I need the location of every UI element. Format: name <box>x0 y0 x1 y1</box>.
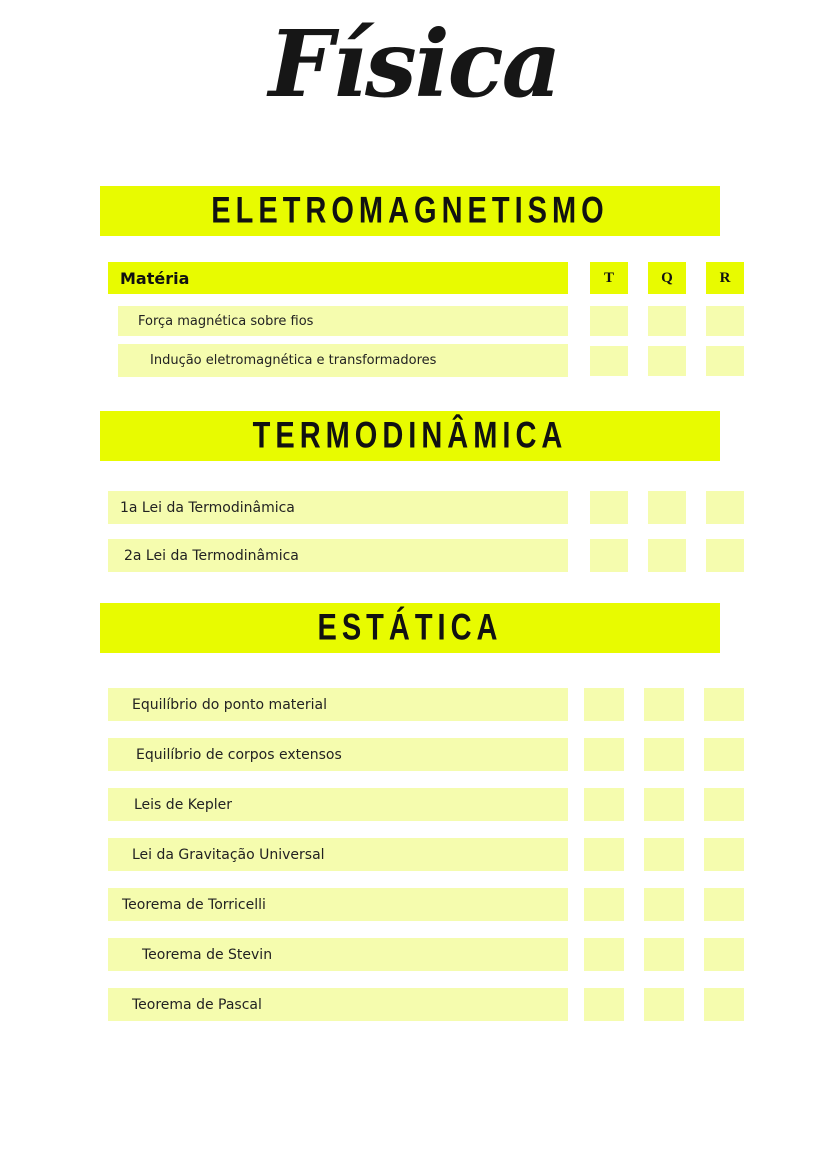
checkbox-q-cell[interactable] <box>644 988 684 1021</box>
topic-row <box>100 788 744 821</box>
section-eletromagnetismo <box>100 186 744 377</box>
topic-row <box>100 938 744 971</box>
checkbox-t-cell[interactable] <box>584 938 624 971</box>
topic-label: Lei da Gravitação Universal <box>108 838 568 871</box>
section-title: ELETROMAGNETISMO <box>211 189 609 231</box>
topic-label: Leis de Kepler <box>108 788 568 821</box>
section-rows <box>100 491 744 572</box>
checkbox-q-cell[interactable] <box>648 491 686 524</box>
topic-row <box>100 306 744 336</box>
checkbox-r-cell[interactable] <box>704 938 744 971</box>
checkbox-r-cell[interactable] <box>706 346 744 376</box>
checkbox-r-cell[interactable] <box>706 306 744 336</box>
topic-label: Indução eletromagnética e transformadores <box>118 344 568 377</box>
topic-label: 2a Lei da Termodinâmica <box>108 539 568 572</box>
section-rows <box>100 688 744 1021</box>
topic-row <box>100 344 744 377</box>
checkbox-t-cell[interactable] <box>590 539 628 572</box>
page-title: Física <box>268 10 560 118</box>
column-header-r: R <box>706 262 744 294</box>
checkbox-q-cell[interactable] <box>644 938 684 971</box>
checkbox-r-cell[interactable] <box>704 888 744 921</box>
section-title-bar <box>100 603 720 653</box>
checkbox-q-cell[interactable] <box>644 738 684 771</box>
topic-row <box>100 539 744 572</box>
topic-row <box>100 738 744 771</box>
checkbox-r-cell[interactable] <box>704 988 744 1021</box>
checkbox-r-cell[interactable] <box>706 539 744 572</box>
checkbox-r-cell[interactable] <box>704 838 744 871</box>
checkbox-r-cell[interactable] <box>704 738 744 771</box>
column-header-t: T <box>590 262 628 294</box>
checkbox-t-cell[interactable] <box>584 888 624 921</box>
topic-row <box>100 838 744 871</box>
checkbox-t-cell[interactable] <box>584 738 624 771</box>
checkbox-q-cell[interactable] <box>644 888 684 921</box>
checkbox-r-cell[interactable] <box>706 491 744 524</box>
checkbox-q-cell[interactable] <box>648 346 686 376</box>
checkbox-t-cell[interactable] <box>584 988 624 1021</box>
topic-label: Equilíbrio de corpos extensos <box>108 738 568 771</box>
topic-row <box>100 491 744 524</box>
checkbox-t-cell[interactable] <box>590 346 628 376</box>
topic-row <box>100 988 744 1021</box>
section-termodinamica <box>100 411 744 572</box>
section-title-bar <box>100 411 720 461</box>
checkbox-t-cell[interactable] <box>590 491 628 524</box>
checkbox-t-cell[interactable] <box>584 788 624 821</box>
materia-header: Matéria <box>108 262 568 294</box>
section-rows <box>100 306 744 377</box>
section-title: TERMODINÂMICA <box>252 414 568 456</box>
topic-label: Teorema de Torricelli <box>108 888 568 921</box>
checkbox-t-cell[interactable] <box>590 306 628 336</box>
section-title-bar <box>100 186 720 236</box>
checkbox-t-cell[interactable] <box>584 688 624 721</box>
checkbox-q-cell[interactable] <box>648 539 686 572</box>
checklist-content <box>100 186 744 1021</box>
topic-label: Teorema de Stevin <box>108 938 568 971</box>
checkbox-r-cell[interactable] <box>704 688 744 721</box>
checkbox-q-cell[interactable] <box>644 688 684 721</box>
topic-row <box>100 688 744 721</box>
topic-label: Teorema de Pascal <box>108 988 568 1021</box>
section-title: ESTÁTICA <box>317 606 503 648</box>
topic-label: Força magnética sobre fios <box>118 306 568 336</box>
checkbox-q-cell[interactable] <box>644 788 684 821</box>
topic-label: Equilíbrio do ponto material <box>108 688 568 721</box>
column-header-q: Q <box>648 262 686 294</box>
checkbox-q-cell[interactable] <box>644 838 684 871</box>
checkbox-q-cell[interactable] <box>648 306 686 336</box>
topic-label: 1a Lei da Termodinâmica <box>108 491 568 524</box>
topic-row <box>100 888 744 921</box>
checkbox-t-cell[interactable] <box>584 838 624 871</box>
checkbox-r-cell[interactable] <box>704 788 744 821</box>
table-header-row <box>100 262 744 294</box>
section-estatica <box>100 603 744 1021</box>
